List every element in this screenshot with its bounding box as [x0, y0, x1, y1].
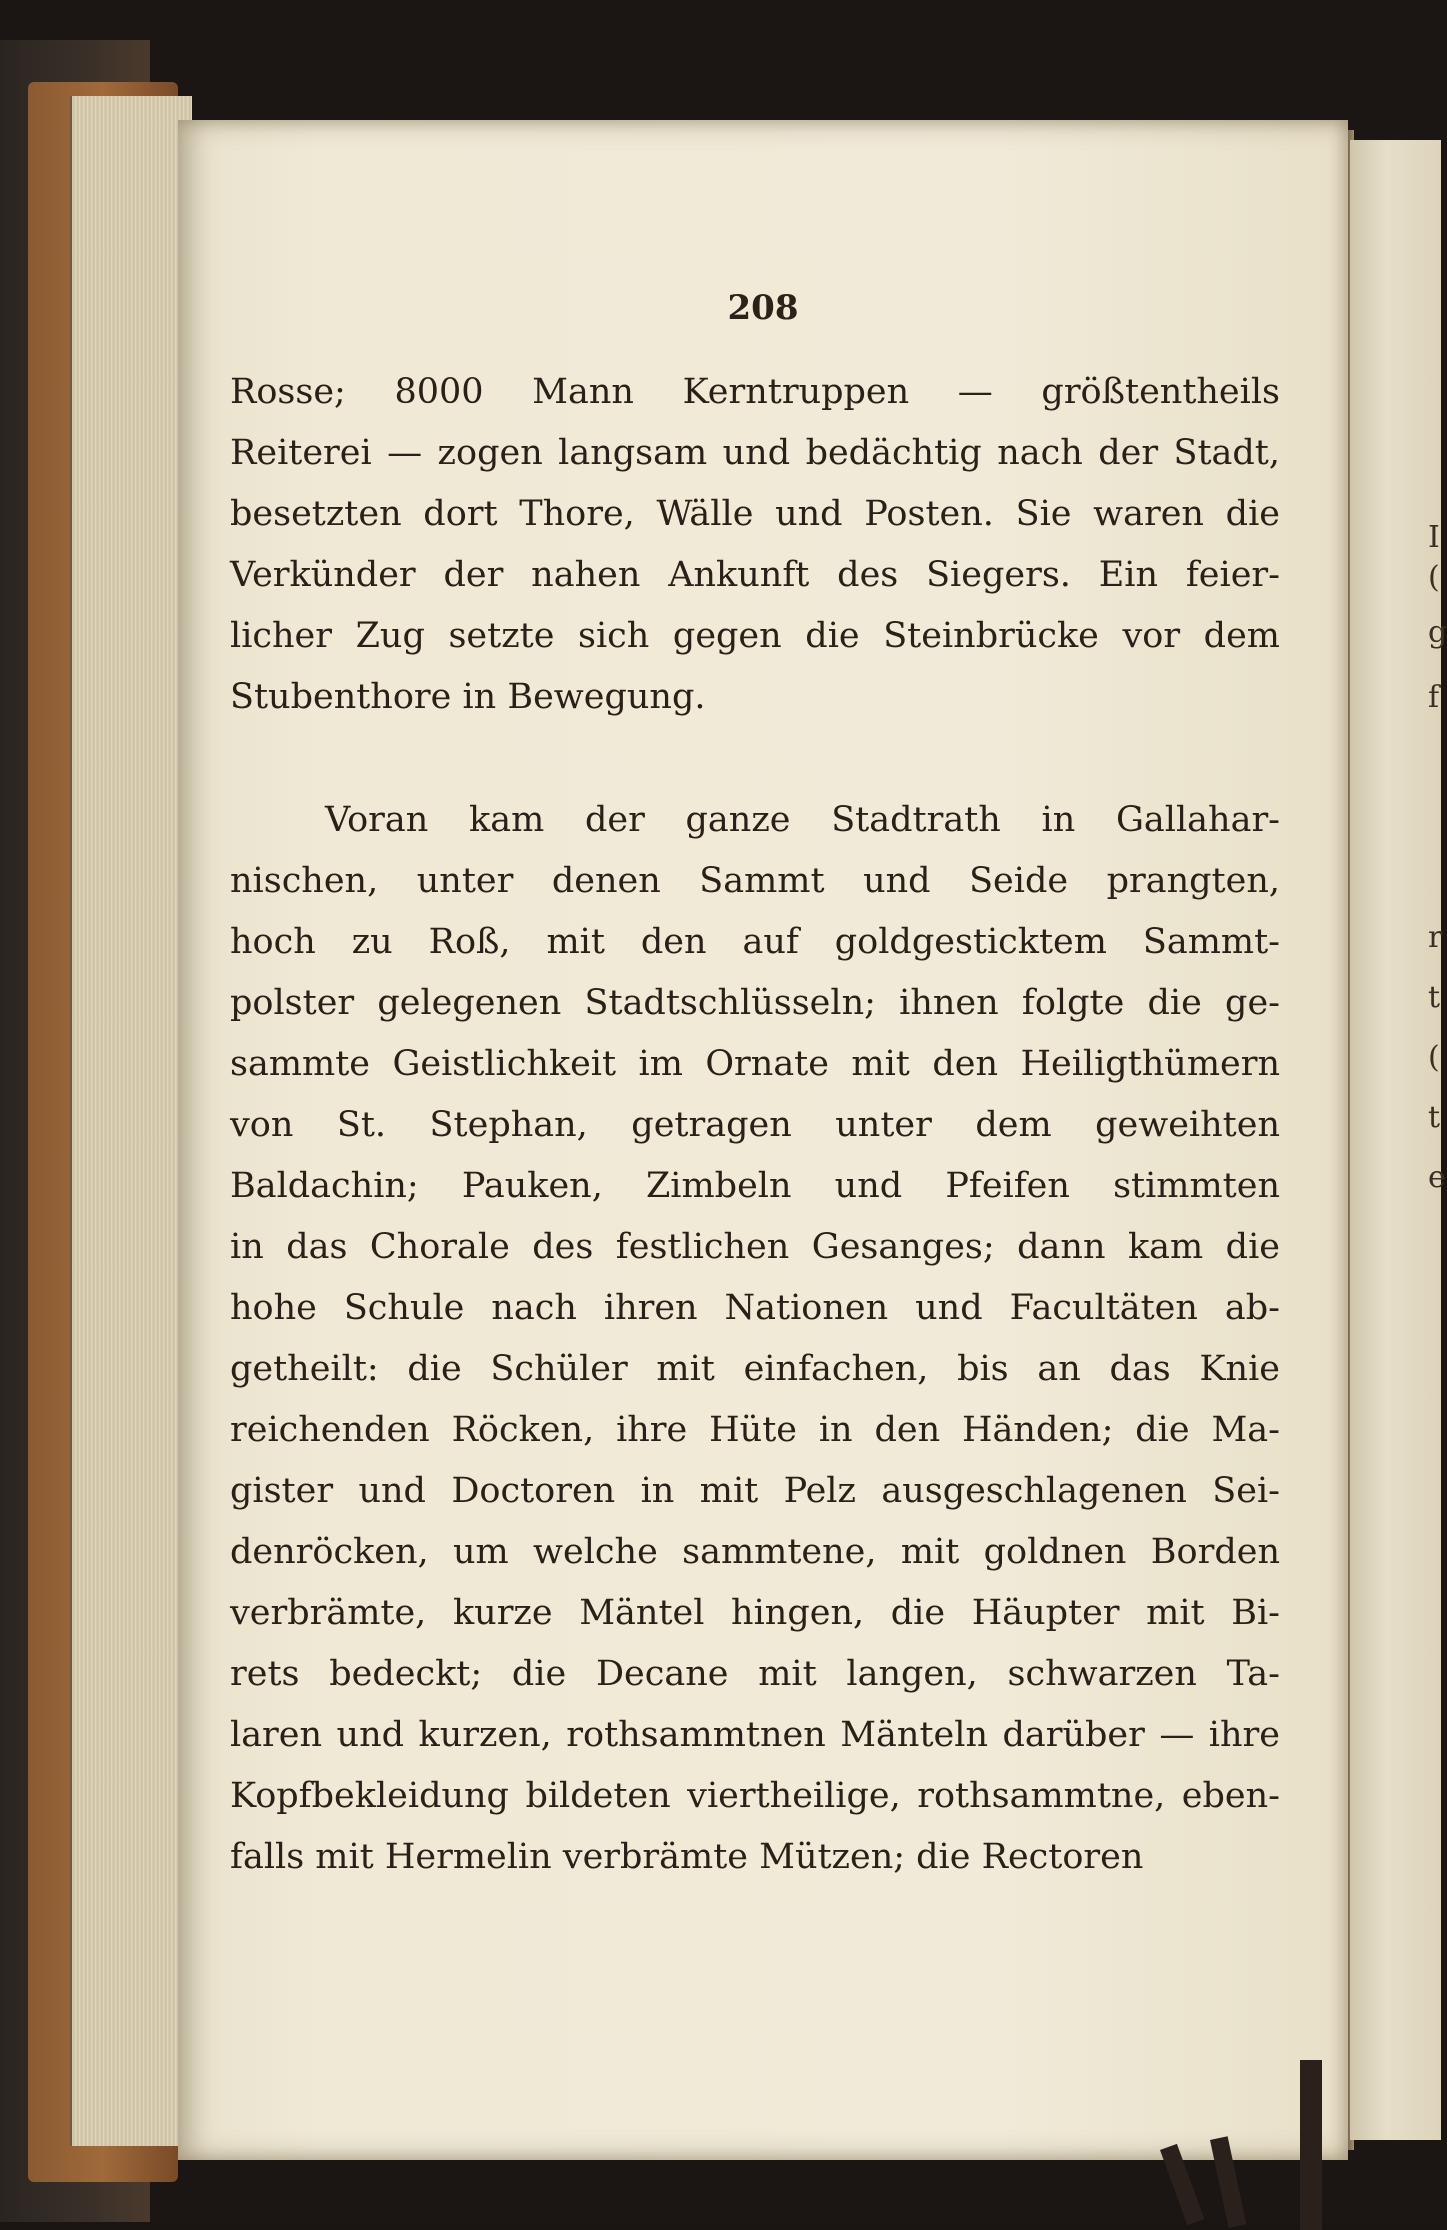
text-line: hoch zu Roß, mit den auf goldgesticktem Sammt- — [230, 922, 1280, 962]
right-page-glyph: ( — [1428, 560, 1440, 595]
right-page-edge — [1350, 140, 1441, 2140]
right-page-glyph: f — [1428, 680, 1440, 715]
right-page-glyph: e — [1428, 1160, 1446, 1195]
text-line: Voran kam der ganze Stadtrath in Gallahar- — [325, 800, 1280, 840]
text-line: denröcken, um welche sammtene, mit goldnen Borden — [230, 1532, 1280, 1572]
text-line: in das Chorale des festlichen Gesanges; dann kam die — [230, 1227, 1280, 1267]
paragraph-2 — [230, 790, 1280, 1888]
text-line: getheilt: die Schüler mit einfachen, bis an das Knie — [230, 1349, 1280, 1389]
right-page-glyph: I — [1428, 520, 1440, 555]
right-page-glyph: r — [1428, 920, 1443, 955]
text-line: hohe Schule nach ihren Nationen und Facultäten ab- — [230, 1288, 1280, 1328]
text-line: Baldachin; Pauken, Zimbeln und Pfeifen stimmten — [230, 1166, 1280, 1206]
bookmark-ribbon — [1300, 2060, 1322, 2230]
text-line: reichenden Röcken, ihre Hüte in den Händen; die Ma- — [230, 1410, 1280, 1450]
text-line: polster gelegenen Stadtschlüsseln; ihnen folgte die ge- — [230, 983, 1280, 1023]
text-line: sammte Geistlichkeit im Ornate mit den Heiligthümern — [230, 1044, 1280, 1084]
text-line: gister und Doctoren in mit Pelz ausgeschlagenen Sei- — [230, 1471, 1280, 1511]
right-page-glyph: g — [1428, 615, 1447, 650]
text-line: licher Zug setzte sich gegen die Steinbrücke vor dem — [230, 616, 1280, 656]
text-line: rets bedeckt; die Decane mit langen, schwarzen Ta- — [230, 1654, 1280, 1694]
text-line: Verkünder der nahen Ankunft des Siegers. Ein feier- — [230, 555, 1280, 595]
text-line: von St. Stephan, getragen unter dem geweihten — [230, 1105, 1280, 1145]
page-edges-stack — [70, 96, 192, 2146]
right-page-glyph: t — [1428, 1100, 1441, 1135]
text-line: Stubenthore in Bewegung. — [230, 677, 706, 717]
text-line: laren und kurzen, rothsammtnen Mänteln darüber — ihre — [230, 1715, 1280, 1755]
right-page-glyph: t — [1428, 980, 1441, 1015]
text-line: besetzten dort Thore, Wälle und Posten. Sie waren die — [230, 494, 1280, 534]
right-page-glyph: ( — [1428, 1040, 1440, 1075]
text-line: verbrämte, kurze Mäntel hingen, die Häupter mit Bi- — [230, 1593, 1280, 1633]
page-text — [230, 362, 1280, 1888]
text-line: Reiterei — zogen langsam und bedächtig nach der Stadt, — [230, 433, 1280, 473]
paragraph-gap — [230, 728, 1280, 790]
page-number: 208 — [727, 288, 799, 328]
text-line: Rosse; 8000 Mann Kerntruppen — größtentheils — [230, 372, 1280, 412]
text-line: falls mit Hermelin verbrämte Mützen; die Rectoren — [230, 1837, 1144, 1877]
text-line: nischen, unter denen Sammt und Seide prangten, — [230, 861, 1280, 901]
text-line: Kopfbekleidung bildeten viertheilige, rothsammtne, eben- — [230, 1776, 1280, 1816]
paragraph-1 — [230, 362, 1280, 728]
